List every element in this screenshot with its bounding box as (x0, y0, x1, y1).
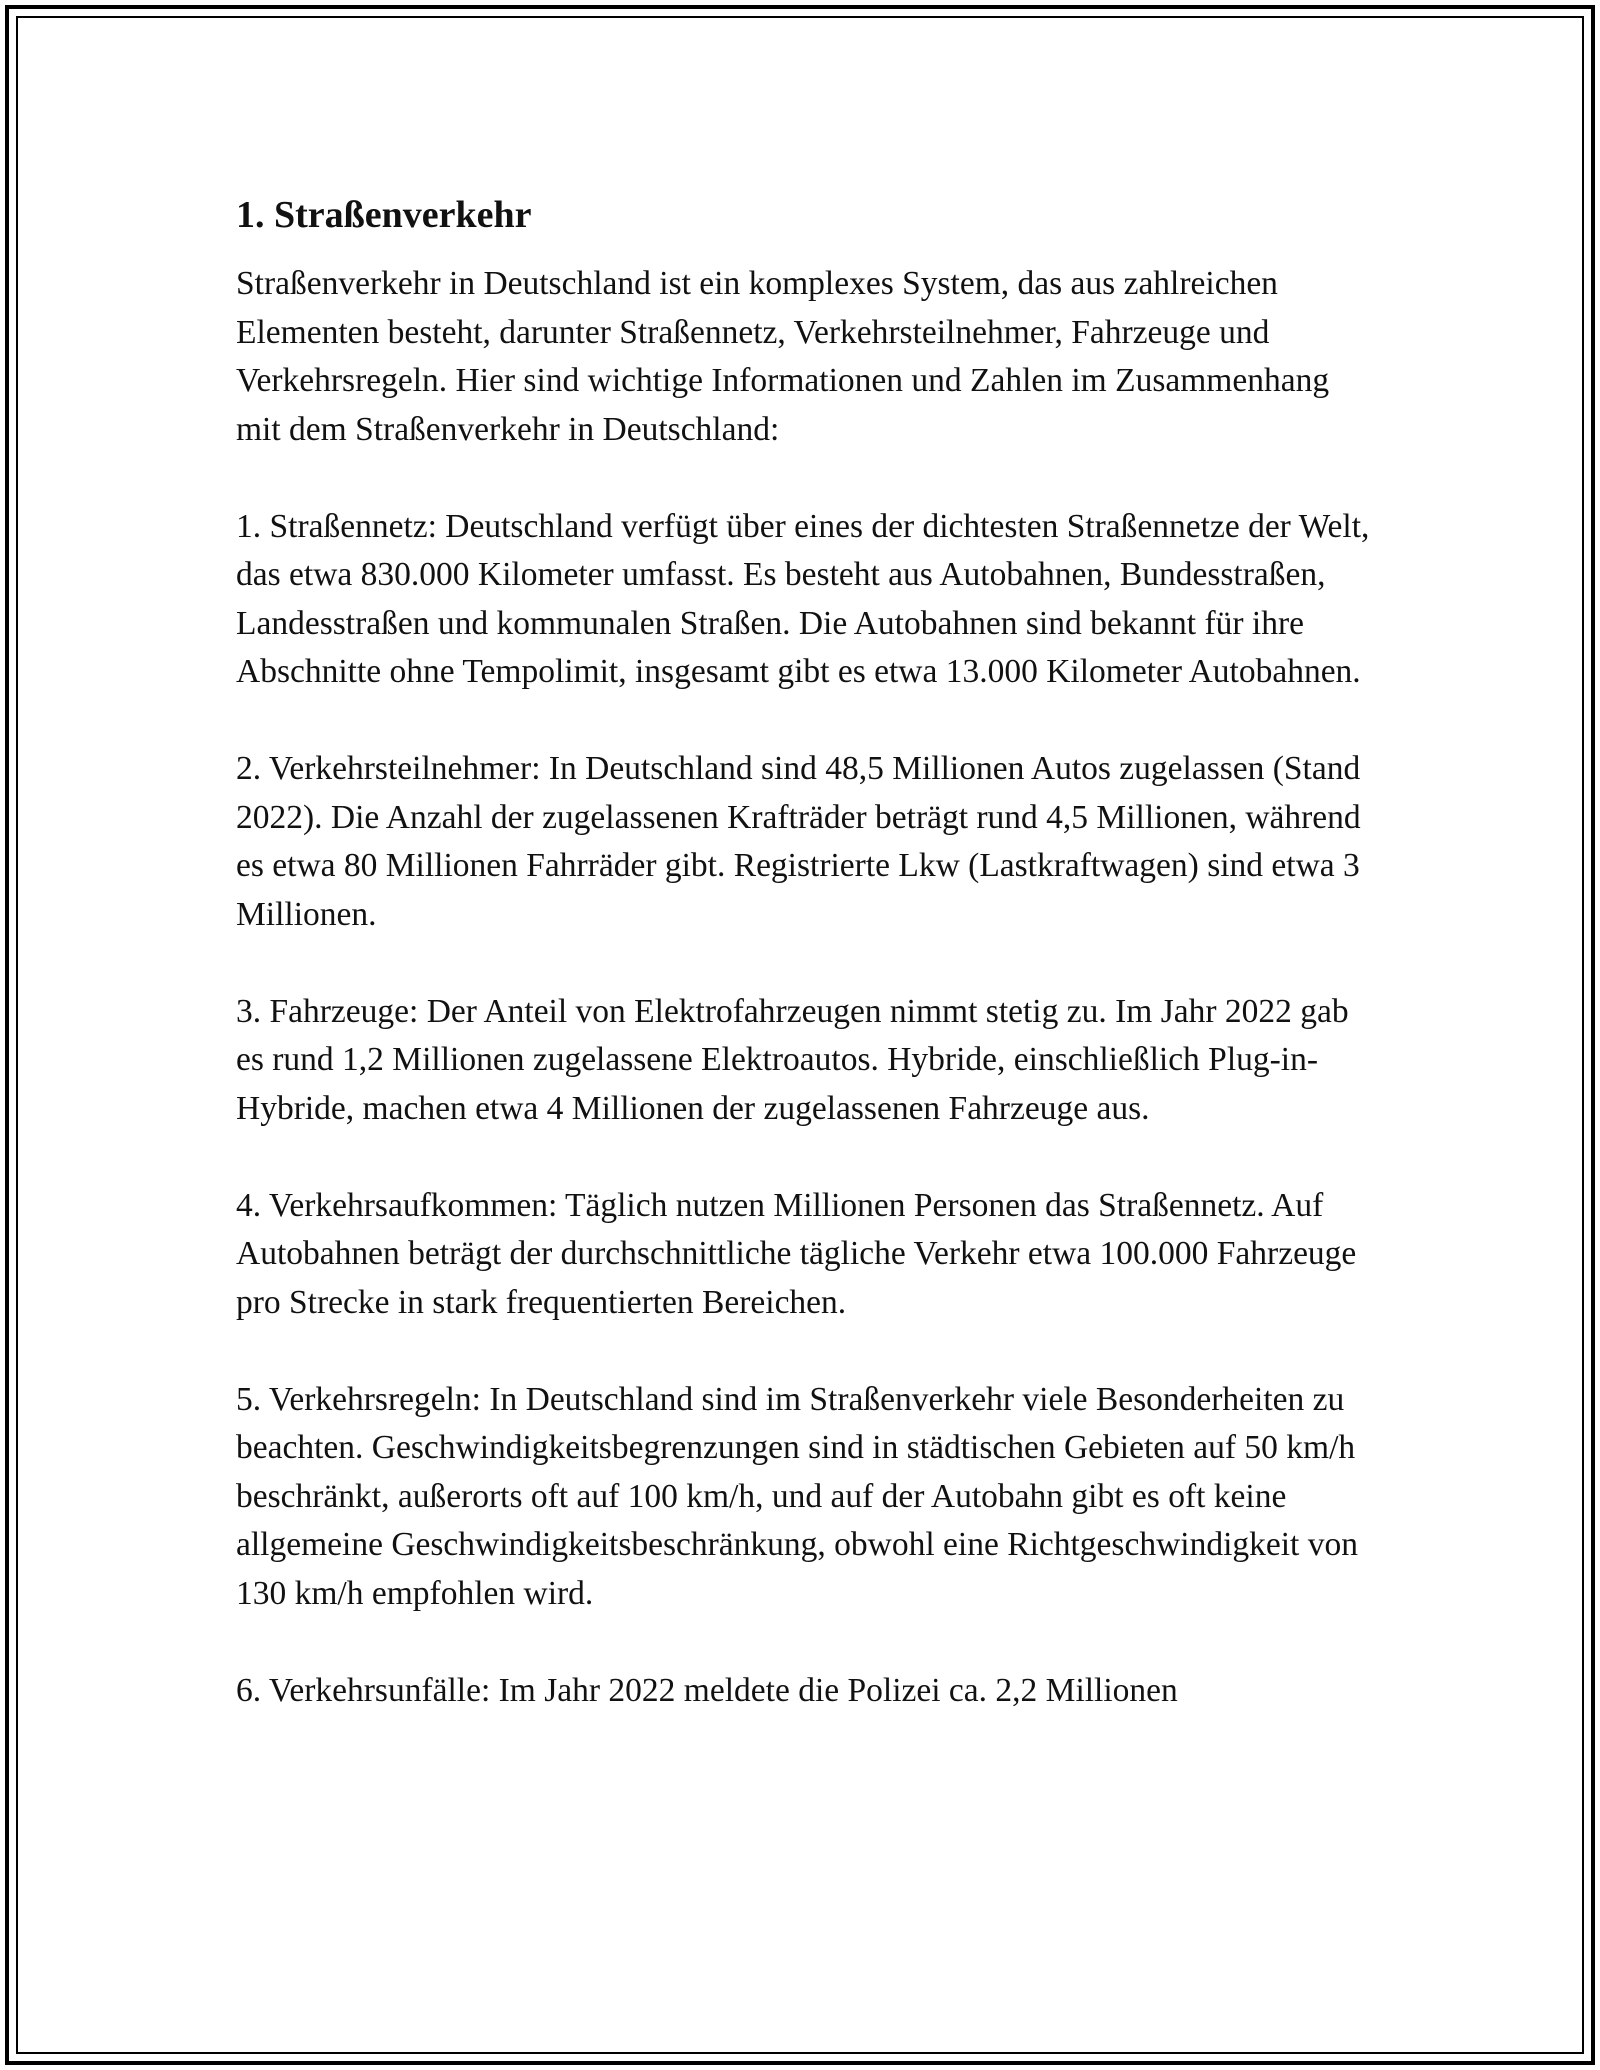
paragraph-traffic-rules: 5. Verkehrsregeln: In Deutschland sind im Straßenverkehr viele Besonderheiten zu beachten. Geschwindigkeitsbegrenzungen sind in städtischen Gebieten auf 50 km/h beschränkt, außerorts oft auf 100 km/h, und auf der Autobahn gibt es oft keine allgemeine Geschwindigkeitsbeschränkung, obwohl eine Richtgeschwindigkeit von 130 km/h empfohlen wird. (236, 1380, 1358, 1612)
document-body (236, 190, 1376, 1715)
paragraph-road-users: 2. Verkehrsteilnehmer: In Deutschland sind 48,5 Millionen Autos zugelassen (Stand 2022). Die Anzahl der zugelassenen Krafträder beträgt rund 4,5 Millionen, während es etwa 80 Millionen Fahrräder gibt. Registrierte Lkw (Lastkraftwagen) sind etwa 3 Millionen. (236, 750, 1361, 933)
paragraph-vehicles: 3. Fahrzeuge: Der Anteil von Elektrofahrzeugen nimmt stetig zu. Im Jahr 2022 gab es rund 1,2 Millionen zugelassene Elektroautos. Hybride, einschließlich Plug-in-Hybride, machen etwa 4 Millionen der zugelassenen Fahrzeuge aus. (236, 992, 1349, 1127)
section-heading: 1. Straßenverkehr (236, 194, 532, 236)
paragraph-traffic-accidents: 6. Verkehrsunfälle: Im Jahr 2022 meldete die Polizei ca. 2,2 Millionen (236, 1671, 1178, 1709)
paragraph-road-network: 1. Straßennetz: Deutschland verfügt über eines der dichtesten Straßennetze der Welt, das etwa 830.000 Kilometer umfasst. Es besteht aus Autobahnen, Bundesstraßen, Landesstraßen und kommunalen Straßen. Die Autobahnen sind bekannt für ihre Abschnitte ohne Tempolimit, insgesamt gibt es etwa 13.000 Kilometer Autobahnen. (236, 507, 1370, 690)
intro-paragraph: Straßenverkehr in Deutschland ist ein komplexes System, das aus zahlreichen Elementen besteht, darunter Straßennetz, Verkehrsteilnehmer, Fahrzeuge und Verkehrsregeln. Hier sind wichtige Informationen und Zahlen im Zusammenhang mit dem Straßenverkehr in Deutschland: (236, 265, 1330, 448)
paragraph-traffic-volume: 4. Verkehrsaufkommen: Täglich nutzen Millionen Personen das Straßennetz. Auf Autobahnen beträgt der durchschnittliche tägliche Verkehr etwa 100.000 Fahrzeuge pro Strecke in stark frequentierten Bereichen. (236, 1186, 1357, 1321)
